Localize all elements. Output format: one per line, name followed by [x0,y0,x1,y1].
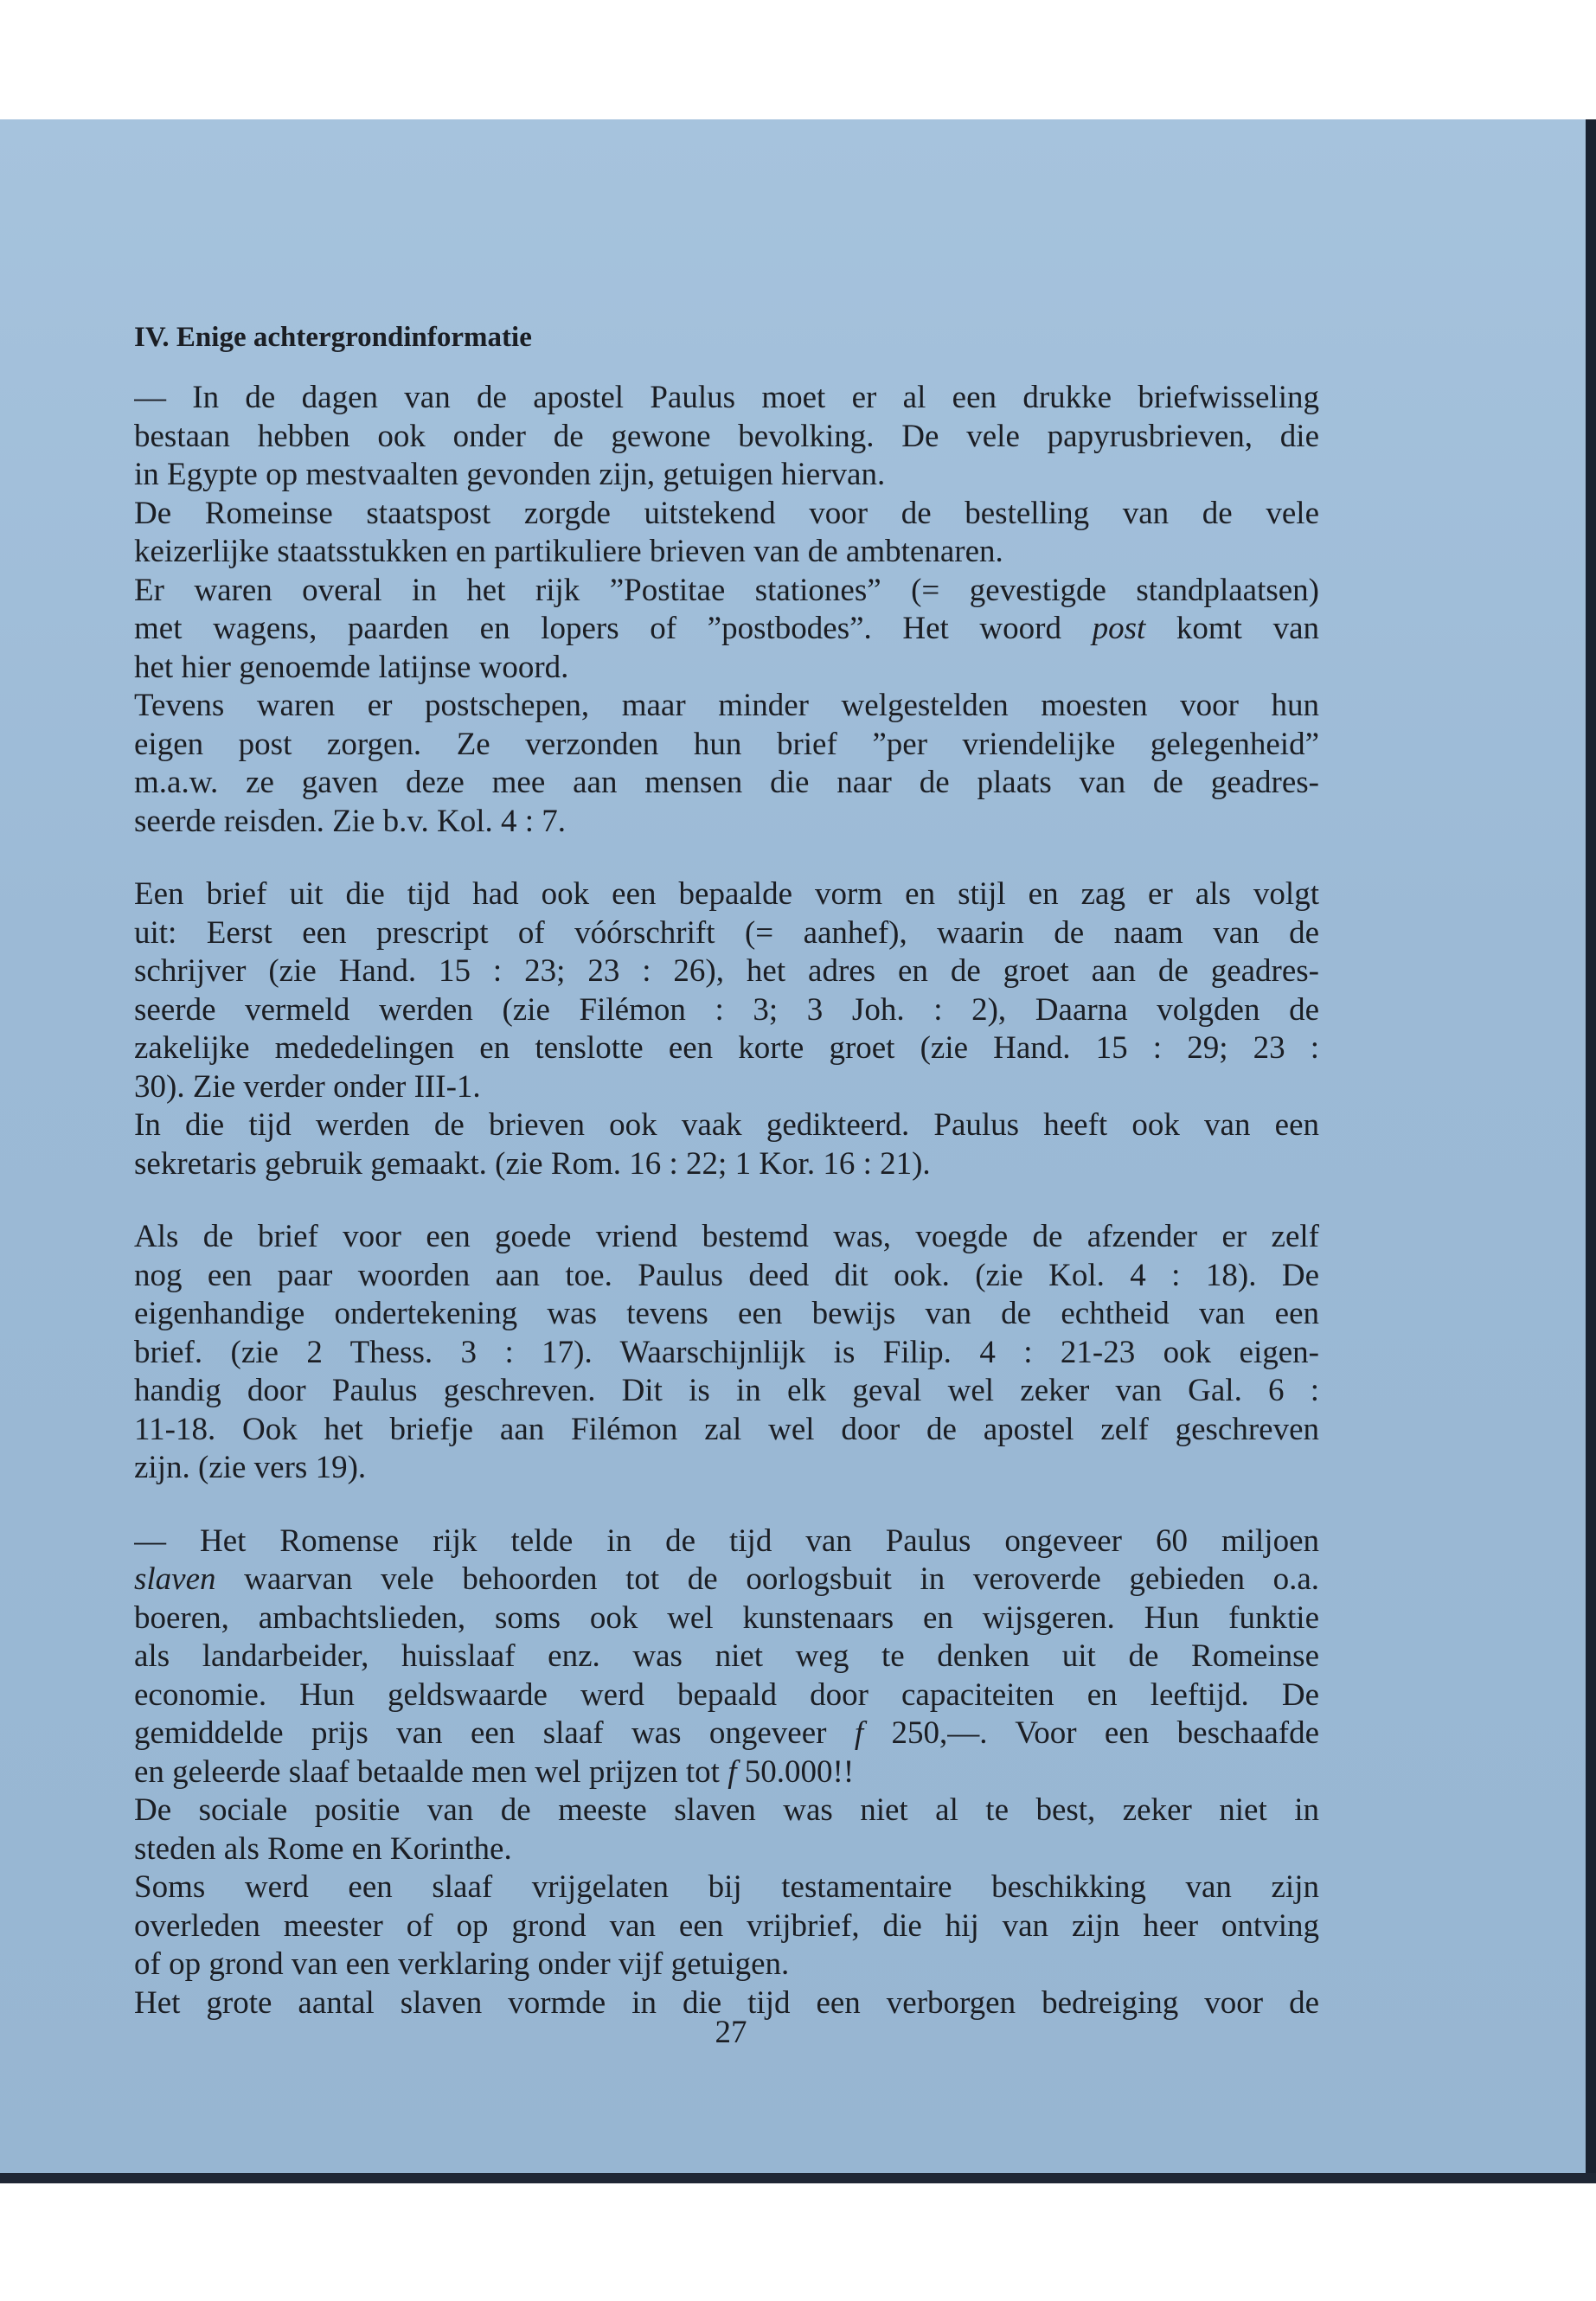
italic-word-slaven: slaven [134,1561,216,1597]
paragraph-postal [134,379,1319,841]
florin-sign: f [727,1753,737,1790]
text-line: De sociale positie van de meeste slaven was niet al te best, zeker niet in [134,1792,1319,1828]
text-line: boeren, ambachtslieden, soms ook wel kunstenaars en wijsgeren. Hun funktie [134,1599,1319,1636]
text-line: handig door Paulus geschreven. Dit is in elk geval wel zeker van Gal. 6 : [134,1373,1319,1408]
text-line: zakelijke mededelingen en tenslotte een korte groet (zie Hand. 15 : 29; 23 : [134,1030,1319,1066]
page-number: 27 [715,2015,747,2050]
section-heading: IV. Enige achtergrondinformatie [134,322,532,353]
text-line: of op grond van een verklaring onder vijf getuigen. [134,1946,790,1982]
text-line: economie. Hun geldswaarde werd bepaald door capaciteiten en leeftijd. De [134,1676,1319,1713]
text-line: eigenhandige ondertekening was tevens een bewijs van de echtheid van een [134,1296,1319,1331]
text-line: schrijver (zie Hand. 15 : 23; 23 : 26), het adres en de groet aan de geadres- [134,953,1319,989]
text-line: brief. (zie 2 Thess. 3 : 17). Waarschijnlijk is Filip. 4 : 21-23 ook eigen- [134,1334,1319,1370]
page-content [134,320,1319,2022]
florin-sign: f [854,1715,864,1751]
paragraph-signature [134,1218,1319,1488]
text-line: seerde vermeld werden (zie Filémon : 3; 3 Joh. : 2), Daarna volgden de [134,991,1319,1028]
page-edge-right [1586,119,1596,2182]
text-line: eigen post zorgen. Ze verzonden hun brief ”per vriendelijke gelegenheid” [134,726,1319,762]
text-line: het hier genoemde latijnse woord. [134,649,569,685]
text-line: — Het Romense rijk telde in de tijd van Paulus ongeveer 60 miljoen [134,1522,1319,1559]
text-line: met wagens, paarden en lopers of ”postbodes”. Het woord post komt van [134,611,1319,646]
text-line: Tevens waren er postschepen, maar minder welgestelden moesten voor hun [134,688,1319,723]
text-line: gemiddelde prijs van een slaaf was ongeveer f 250,—. Voor een beschaafde [134,1715,1319,1751]
paragraph-letter-form [134,875,1319,1183]
text-line: Het grote aantal slaven vormde in die tijd een verborgen bedreiging voor de [134,1984,1319,2021]
text-line: nog een paar woorden aan toe. Paulus deed dit ook. (zie Kol. 4 : 18). De [134,1257,1319,1293]
text-line: zijn. (zie vers 19). [134,1450,367,1485]
text-line: 30). Zie verder onder III-1. [134,1068,481,1105]
text-line: uit: Eerst een prescript of vóórschrift (= aanhef), waarin de naam van de [134,914,1319,951]
text-line: Er waren overal in het rijk ”Postitae stationes” (= gevestigde standplaatsen) [134,572,1319,608]
text-line: Als de brief voor een goede vriend bestemd was, voegde de afzender er zelf [134,1219,1319,1254]
text-line: m.a.w. ze gaven deze mee aan mensen die naar de plaats van de geadres- [134,765,1319,800]
text-line: De Romeinse staatspost zorgde uitstekend voor de bestelling van de vele [134,495,1319,531]
text-line: Soms werd een slaaf vrijgelaten bij testamentaire beschikking van zijn [134,1869,1319,1905]
text-line: als landarbeider, huisslaaf enz. was niet weg te denken uit de Romeinse [134,1638,1319,1674]
italic-word-post: post [1092,611,1146,646]
paragraph-slaves [134,1522,1319,2023]
text-line: seerde reisden. Zie b.v. Kol. 4 : 7. [134,803,567,839]
text-line: sekretaris gebruik gemaakt. (zie Rom. 16 : 22; 1 Kor. 16 : 21). [134,1145,931,1182]
text-line: en geleerde slaaf betaalde men wel prijzen tot f 50.000!! [134,1753,855,1790]
text-line: — In de dagen van de apostel Paulus moet er al een drukke briefwisseling [134,380,1319,415]
text-line: slaven waarvan vele behoorden tot de oorlogsbuit in veroverde gebieden o.a. [134,1561,1319,1597]
text-line: keizerlijke staatsstukken en partikuliere brieven van de ambtenaren. [134,534,1003,569]
text-line: in Egypte op mestvaalten gevonden zijn, getuigen hiervan. [134,457,886,492]
text-line: Een brief uit die tijd had ook een bepaalde vorm en stijl en zag er als volgt [134,876,1319,912]
text-line: In die tijd werden de brieven ook vaak gedikteerd. Paulus heeft ook van een [134,1107,1319,1143]
page-edge-bottom [0,2173,1596,2183]
text-line: bestaan hebben ook onder de gewone bevolking. De vele papyrusbrieven, die [134,418,1319,454]
text-line: 11-18. Ook het briefje aan Filémon zal wel door de apostel zelf geschreven [134,1411,1319,1447]
text-line: overleden meester of op grond van een vrijbrief, die hij van zijn heer ontving [134,1907,1319,1944]
text-line: steden als Rome en Korinthe. [134,1830,512,1867]
